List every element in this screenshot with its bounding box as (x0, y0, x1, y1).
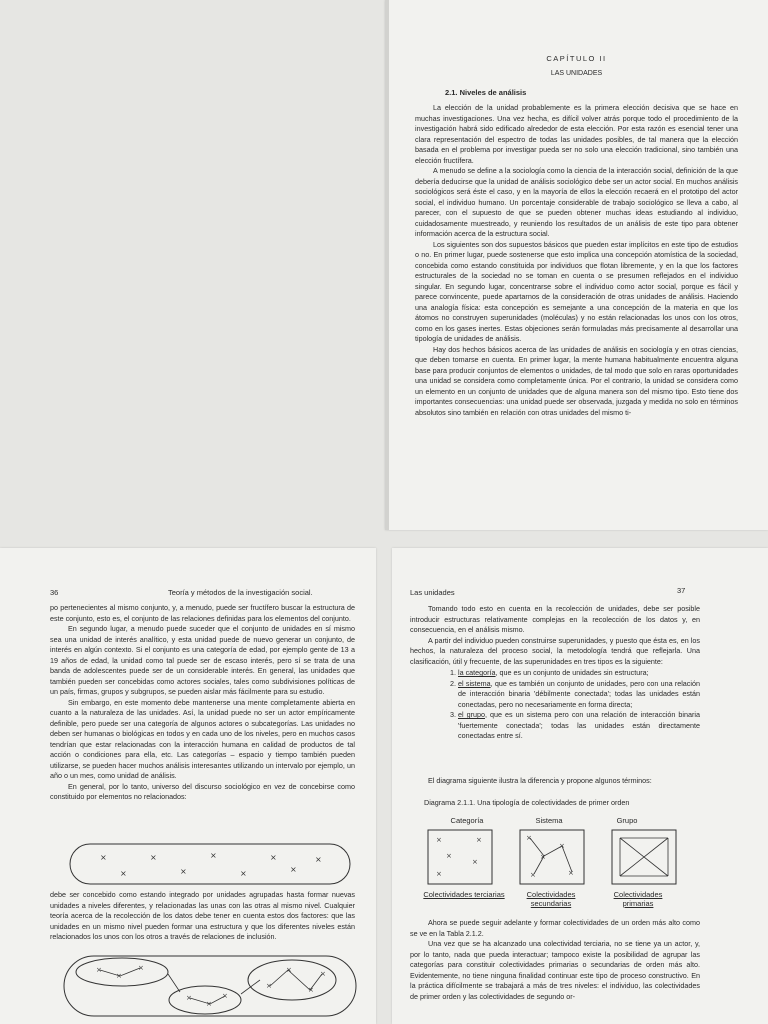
list-item (458, 679, 700, 711)
list-text: , que es un sistema pero con una relación de interacción binaria 'fuertemente conectada'; todas las unidades están directamente conectadas entre sí. (458, 710, 700, 740)
paragraph: Sin embargo, en este momento debe mantenerse una mente completamente abierta en cuanto a la naturaleza de las unidades. Así, la unidad puede no ser un actor empíricamente definible, pero puede ser una categoría de algunos actores o subcategorías. Las unidades no deben ser humanas o biológicas en todos y en cada uno de los niveles, pero en muchos casos tendrían que estar relacionadas con la interacción humana en calidad de productos de tal acción o condiciones para ella, etc. Las categorías – espacio y tiempo también pueden utilizarse, se pueden hacer muchos análisis interesantes utilizando un intervalo por ejemplo, un año o un mes, como unidad de análisis. (50, 697, 355, 780)
paragraph: El diagrama siguiente ilustra la diferencia y propone algunos términos: (428, 776, 652, 785)
list-term: el sistema (458, 678, 491, 688)
diagram-footer-primarias: Colectividades primarias (613, 890, 663, 908)
list-term: la categoría (458, 668, 496, 677)
diagram-header-grupo: Grupo (616, 816, 638, 825)
unit-point: × (100, 853, 107, 862)
svg-text:×: × (472, 858, 478, 866)
svg-text:×: × (559, 842, 565, 850)
svg-text:×: × (476, 836, 482, 844)
list-term: el grupo (458, 710, 485, 719)
typology-diagram (422, 828, 682, 888)
unit-point: × (186, 994, 192, 1002)
svg-text:×: × (526, 834, 532, 842)
paragraph: Los siguientes son dos supuestos básicos que pueden estar implícitos en este tipo de estudios o no. En primer lugar, puede sostenerse que esto implica una concepción atomística de la sociedad, concebida como estando constituida por individuos que flotan libremente, y en la que los factores estructurales de la sociedad no se toman en cuenta o se presumen reflejados en el individuo singular. En segundo lugar, concentrarse sobre el individuo como actor social, porque es fácil y parece convincente, puede apartarnos de la consideración de otras unidades de análisis. Haciendo una analogía física: esta concepción es semejante a una concepción de la materia en que los átomos no construyen superunidades (moléculas) y no están relacionadas los unos con los otros, como en los gases inertes. Estas objeciones serán formuladas más precisamente al desarrollar una tipología de unidades de análisis. (415, 239, 738, 343)
top-page (385, 0, 768, 530)
scan-edge (385, 0, 389, 530)
list-text: , que es un conjunto de unidades sin estructura; (495, 668, 649, 677)
subgroup-3 (248, 960, 336, 1000)
unit-point: × (116, 972, 122, 980)
chapter-label: CAPÍTULO II (546, 54, 607, 63)
paragraph: En segundo lugar, a menudo puede suceder que el conjunto de unidades en sí mismo sea una unidad de interés analítico, y esta unidad puede de nuevo generar un conjunto, de interés en algún contexto. Si el conjunto es una categoría de edad, por ejemplo gente de 13 a 19 años de edad, la unidad como tal puede ser de escaso interés, pero sí se trata de una banda de adolescentes puede ser de un considerable interés. En general, las unidades que también pueden ser concebidas como actores sociales, tales como subdivisiones políticas de un país, firmas, grupos y subgrupos, se pueden aislar más fácilmente para su estudio. (50, 624, 355, 696)
unrelated-elements-diagram (60, 840, 360, 888)
unit-point: × (270, 853, 277, 862)
paragraph: debe ser concebido como estando integrado por unidades agrupadas hasta formar nuevas unidades a niveles diferentes, y relacionadas las unas con las otras al mismo nivel. Cualquier teoría acerca de la recolección de los datos debe tener en cuenta estos dos factores: que las unidades en un mismo nivel pueden formar una estructura y que los diferentes niveles están relacionados los unos con los otros a través de relaciones de inclusión. (50, 890, 355, 941)
unit-point: × (96, 966, 102, 974)
unit-point: × (150, 853, 157, 862)
paragraph: Hay dos hechos básicos acerca de las unidades de análisis en sociología y en otras ciencias, que deben tomarse en cuenta. En primer lugar, la mente humana habitualmente encuentra alguna base para producir conjuntos de elementos o unidades, de tal modo que solo en raras oportunidades una unidad se considera como completamente única. Por el contrario, la unidad se considera como un elemento en un conjunto de unidades que de alguna manera son del mismo tipo. Esto tiene dos importantes consecuencias: una unidad puede ser observada, juzgada y medida no solo en términos absolutos sino también en relación con otras unidades del mismo ti- (415, 344, 738, 417)
unit-point: × (290, 865, 297, 874)
unit-point: × (286, 966, 292, 974)
section-heading: 2.1. Niveles de análisis (445, 88, 527, 97)
unrelated-elements-svg (60, 840, 360, 888)
paragraph: A menudo se define a la sociología como la ciencia de la interacción social, definición de la que debería deducirse que la unidad de análisis sociológico debe ser un actor social. En muchos análisis sociológicos será éste el caso, y en la mayoría de ellos la elección recaerá en el prototipo del actor social, el individuo humano. Un porcentaje considerable de trabajo sociológico se lleva a cabo, al parecer, con el supuesto de que se pueden obtener muchas ideas estudiando al individuo, cuidadosamente muestreado, y reuniendo los resultados de un análisis de este tipo para obtener información acerca de la estructura social. (415, 166, 738, 238)
left-page-body-top (50, 603, 355, 803)
diagram-header-categoria: Categoría (450, 816, 484, 825)
unit-point: × (320, 970, 326, 978)
grouped-units-diagram (60, 950, 360, 1020)
superunit-ordered-list (444, 668, 700, 742)
unit-point: × (180, 867, 187, 876)
paragraph: po pertenecientes al mismo conjunto, y, a menudo, puede ser fructífero buscar la estructura de este conjunto, esto es, el conjunto de las relaciones definidas para los elementos del conjunto. (50, 603, 355, 623)
paragraph: A partir del individuo pueden construirse superunidades, y puesto que ésta es, en los hechos, la naturaleza del proceso social, la metodología tendrá que reflejarla. Una clasificación, útil y frecuente, de las superunidades en tres tipos es la siguiente: (410, 635, 700, 666)
paragraph: Una vez que se ha alcanzado una colectividad terciaria, no se tiene ya un actor, y, por lo tanto, nada que pueda interactuar; tampoco existe la posibilidad de agrupar las categorías para constituir colectividades primarias o secundarias de orden más alto. Evidentemente, no tiene ninguna finalidad continuar este tipo de proceso constructivo. En la práctica difícilmente se trabajará a más de tres niveles: el individuo, las colectividades de primer orden y las colectividades de segundo or- (410, 939, 700, 1001)
unit-point: × (315, 855, 322, 864)
top-page-body (415, 103, 738, 418)
svg-text:×: × (436, 870, 442, 878)
categoria-points (436, 836, 482, 878)
diagram-intro (410, 776, 700, 787)
paragraph: En general, por lo tanto, universo del discurso sociológico en vez de concebirse como constituido por elementos no relacionados: (50, 781, 355, 801)
diagram-header-sistema: Sistema (535, 816, 563, 825)
paragraph: Ahora se puede seguir adelante y formar colectividades de un orden más alto como se ve en la Tabla 2.1.2. (410, 918, 700, 938)
paragraph: Tomando todo esto en cuenta en la recolección de unidades, debe ser posible introducir estructuras relativamente complejas en la recolección de los datos y, en consecuencia, en el análisis mismo. (410, 604, 700, 634)
unit-point: × (138, 964, 144, 972)
paragraph: La elección de la unidad probablemente es la primera elección decisiva que se hace en muchas investigaciones. Una vez hecha, es difícil volver atrás porque todo el procedimiento de la investigación habrá sido edificado alrededor de esta elección. Por esta razón es esencial tener una clara representación del espectro de todas las unidades posibles, de tal manera que la elección basada en el problema por investigar pueda ser no solo una elección tradicional, sino también una elección fructífera. (415, 103, 738, 165)
unit-point: × (308, 986, 314, 994)
page-number: 37 (677, 586, 686, 595)
list-item (458, 668, 700, 679)
unit-point: × (240, 869, 247, 878)
page-number: 36 (50, 588, 59, 597)
chapter-title: LAS UNIDADES (550, 70, 603, 77)
list-text: , que es también un conjunto de unidades, pero con una relación de interacción binaria 'débilmente conectada'; todas las unidades están conectadas, pero no necesariamente en forma directa; (458, 678, 700, 709)
diagram-footer-terciarias: Colectividades terciarias (423, 890, 505, 899)
unit-point: × (222, 992, 228, 1000)
typology-svg (422, 828, 682, 888)
grupo-links (620, 838, 668, 876)
subgroup-1 (76, 958, 168, 986)
unit-point: × (266, 982, 272, 990)
universe-outline (70, 844, 350, 884)
list-item (458, 710, 700, 742)
right-page-body-top (410, 604, 700, 667)
grouped-units-svg (60, 950, 360, 1020)
unit-point: × (120, 869, 127, 878)
diagram-footer-secundarias: Colectividades secundarias (526, 890, 576, 908)
svg-text:×: × (446, 852, 452, 860)
superunit-list (444, 668, 700, 742)
running-head: Las unidades (410, 588, 455, 597)
unit-point: × (210, 851, 217, 860)
sistema-links (530, 838, 572, 874)
sistema-points (526, 834, 574, 879)
running-head: Teoría y métodos de la investigación social. (168, 588, 313, 597)
right-page-body-bottom (410, 918, 700, 1002)
svg-text:×: × (436, 836, 442, 844)
diagram-caption: Diagrama 2.1.1. Una tipología de colectividades de primer orden (424, 798, 630, 807)
left-page-body-bottom (50, 890, 355, 943)
svg-text:×: × (540, 853, 546, 861)
right-page (392, 548, 768, 1024)
left-page (0, 548, 376, 1024)
svg-text:×: × (530, 871, 536, 879)
svg-text:×: × (568, 869, 574, 877)
subgroup-2 (169, 986, 241, 1014)
unit-point: × (206, 1000, 212, 1008)
